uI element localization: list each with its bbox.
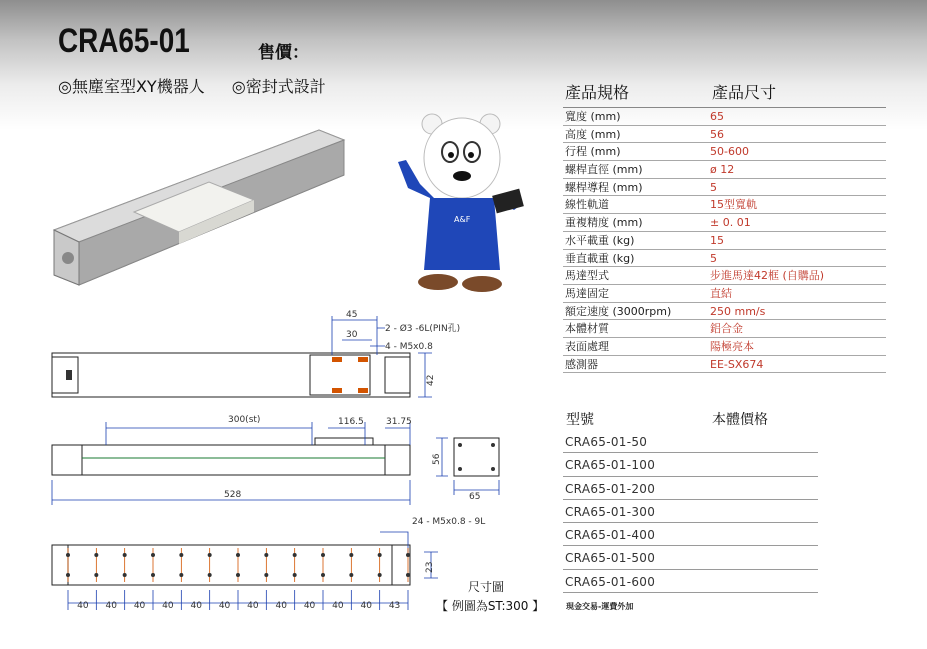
mascot-bear-image (390, 110, 540, 300)
mount-hole (123, 553, 127, 557)
model-row: CRA65-01-400 (563, 523, 818, 546)
drawing-example-note: 【 例圖為ST:300 】 (436, 599, 545, 613)
pitch-label: 40 (332, 601, 344, 611)
spec-value: 5 (710, 180, 717, 194)
mascot-badge-text: A&F (454, 215, 471, 224)
model-row: CRA65-01-50 (563, 430, 818, 453)
pitch-label: 43 (388, 601, 401, 611)
spec-row (563, 232, 886, 250)
pitch-label: 40 (247, 601, 259, 611)
spec-value: 15 (710, 233, 724, 247)
mount-hole (264, 573, 268, 577)
spec-key: 線性軌道 (565, 198, 609, 212)
shipping-note: 現金交易-運費外加 (566, 602, 634, 611)
pitch-label: 40 (190, 601, 202, 611)
mount-hole (378, 553, 382, 557)
spec-value: 直結 (710, 286, 732, 300)
spec-key: 垂直載重 (kg) (565, 251, 635, 265)
spec-row (563, 285, 886, 303)
mount-hole (208, 573, 212, 577)
price-label: 售價： (258, 43, 309, 63)
mount-hole (406, 573, 410, 577)
spec-row (563, 250, 886, 268)
dimension-drawing (40, 300, 520, 620)
spec-value: 56 (710, 127, 724, 141)
drawing-caption: 尺寸圖 (468, 580, 505, 594)
model-row: CRA65-01-100 (563, 453, 818, 476)
mount-hole (94, 553, 98, 557)
model-header-left: 型號 (566, 412, 594, 428)
spec-key: 表面處理 (565, 339, 609, 353)
spec-row (563, 267, 886, 285)
mount-hole (94, 573, 98, 577)
mount-hole (378, 573, 382, 577)
spec-table (563, 107, 886, 373)
note-mount-holes: 4 - M5x0.8 (385, 342, 433, 352)
mount-hole (406, 553, 410, 557)
mount-hole (264, 553, 268, 557)
spec-value: 鋁合金 (710, 322, 743, 336)
pitch-label: 40 (218, 601, 231, 611)
dim-45: 45 (346, 310, 358, 320)
mount-hole (349, 553, 353, 557)
pitch-label: 40 (360, 601, 372, 611)
dim-65: 65 (469, 492, 481, 502)
spec-row (563, 320, 886, 338)
mount-hole (66, 573, 70, 577)
model-price-table (563, 430, 818, 593)
mount-hole (349, 573, 353, 577)
spec-value: 50-600 (710, 145, 749, 159)
spec-key: 螺桿導程 (mm) (565, 180, 643, 194)
mount-hole (208, 553, 212, 557)
mount-hole (293, 573, 297, 577)
dim-30: 30 (346, 330, 358, 340)
spec-value: 5 (710, 251, 717, 265)
spec-key: 行程 (mm) (565, 145, 621, 159)
pitch-label: 40 (162, 601, 174, 611)
feature-sealed: ◎密封式設計 (231, 77, 326, 96)
spec-row (563, 143, 886, 161)
spec-header-left: 產品規格 (565, 83, 630, 102)
bottom-view-drawing (52, 532, 438, 603)
product-render-image (44, 120, 364, 300)
spec-row (563, 356, 886, 374)
mount-hole (321, 553, 325, 557)
spec-key: 高度 (mm) (565, 127, 621, 141)
mount-hole (66, 553, 70, 557)
model-header-right: 本體價格 (712, 412, 768, 428)
mount-hole (179, 573, 183, 577)
mount-hole (123, 573, 127, 577)
spec-value: EE-SX674 (710, 357, 764, 371)
note-bottom-holes: 24 - M5x0.8 - 9L (412, 517, 486, 527)
dim-528: 528 (224, 490, 242, 500)
dim-23: 23 (425, 561, 435, 573)
mount-hole (293, 553, 297, 557)
spec-value: ø 12 (710, 163, 735, 177)
spec-value: ± 0. 01 (710, 216, 751, 230)
spec-value: 陽極亮本 (710, 339, 754, 353)
spec-key: 本體材質 (565, 322, 609, 336)
note-pin-holes: 2 - Ø3 -6L(PIN孔) (385, 324, 461, 334)
product-model-title: CRA65-01 (58, 22, 190, 60)
spec-value: 65 (710, 110, 724, 123)
dim-stroke: 300(st) (228, 415, 261, 425)
spec-value: 15型寬軌 (710, 198, 757, 212)
spec-key: 額定速度 (3000rpm) (565, 304, 672, 318)
spec-row (563, 179, 886, 197)
dim-42: 42 (426, 374, 436, 386)
mount-hole (321, 573, 325, 577)
bottom-pitch-labels (77, 601, 400, 611)
spec-row (563, 196, 886, 214)
model-row: CRA65-01-600 (563, 570, 818, 593)
mount-hole (151, 573, 155, 577)
spec-row (563, 338, 886, 356)
mount-hole (179, 553, 183, 557)
pitch-label: 40 (77, 601, 89, 611)
model-row: CRA65-01-300 (563, 500, 818, 523)
spec-row (563, 161, 886, 179)
spec-value: 步進馬達42框 (自購品) (710, 269, 825, 283)
spec-key: 重複精度 (mm) (565, 216, 643, 230)
dim-116-5: 116.5 (338, 417, 364, 427)
mount-hole (236, 553, 240, 557)
spec-row (563, 214, 886, 232)
mount-hole (151, 553, 155, 557)
pitch-label: 40 (133, 601, 146, 611)
spec-key: 螺桿直徑 (mm) (565, 163, 643, 177)
spec-row (563, 108, 886, 126)
mount-hole (236, 573, 240, 577)
dim-56: 56 (432, 453, 442, 465)
spec-row (563, 126, 886, 144)
spec-key: 寬度 (mm) (565, 110, 621, 123)
top-view-drawing (52, 316, 432, 397)
spec-row (563, 303, 886, 321)
spec-value: 250 mm/s (710, 304, 766, 318)
model-row: CRA65-01-500 (563, 546, 818, 569)
pitch-label: 40 (275, 601, 287, 611)
spec-key: 感測器 (565, 357, 598, 371)
feature-list (58, 74, 326, 97)
model-row: CRA65-01-200 (563, 477, 818, 500)
spec-key: 馬達固定 (565, 286, 609, 300)
spec-key: 馬達型式 (565, 269, 609, 283)
spec-key: 水平載重 (kg) (565, 233, 635, 247)
pitch-label: 40 (105, 601, 117, 611)
spec-header-right: 產品尺寸 (712, 83, 777, 102)
pitch-label: 40 (303, 601, 316, 611)
feature-cleanroom: ◎無塵室型XY機器人 (58, 77, 205, 96)
dim-31-75: 31.75 (386, 417, 412, 427)
